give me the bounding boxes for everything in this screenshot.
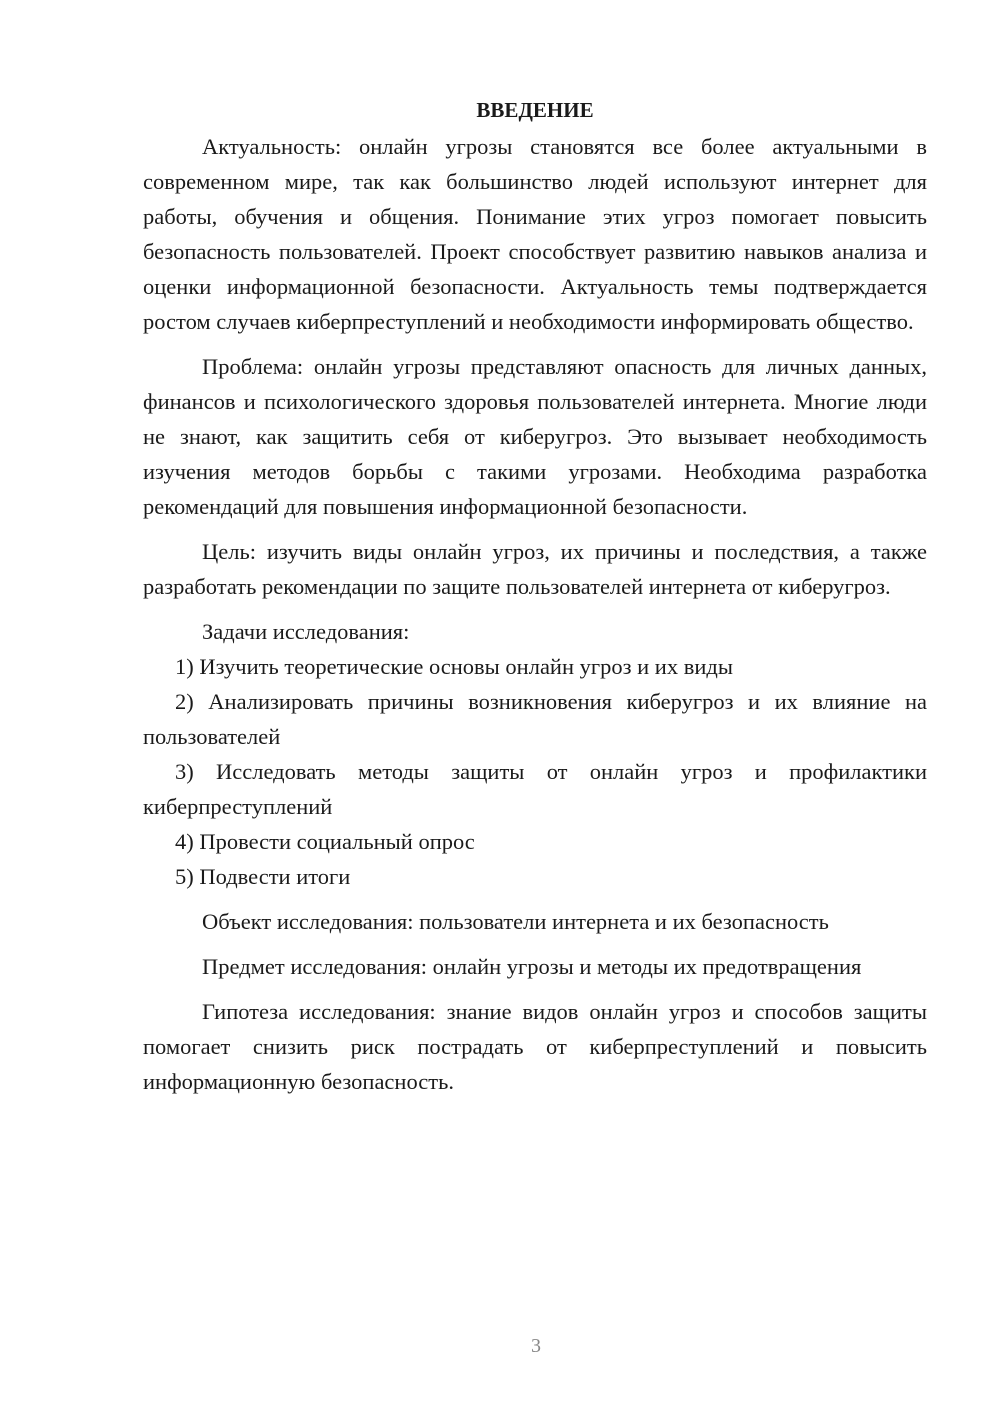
task-item-5: 5) Подвести итоги	[175, 864, 351, 889]
object-paragraph: Объект исследования: пользователи интернета и их безопасность	[202, 909, 829, 934]
hypothesis-paragraph: Гипотеза исследования: знание видов онлайн угроз и способов защиты помогает снизить риск пострадать от киберпреступлений и повысить информационную безопасность.	[143, 999, 927, 1094]
problem-paragraph: Проблема: онлайн угрозы представляют опасность для личных данных, финансов и психологического здоровья пользователей интернета. Многие люди не знают, как защитить себя от киберугроз. Это вызывает необходимость изучения методов борьбы с такими угрозами. Необходима разработка рекомендаций для повышения информационной безопасности.	[143, 354, 927, 519]
page-number: 3	[531, 1335, 541, 1357]
task-item-4: 4) Провести социальный опрос	[175, 829, 475, 854]
tasks-title: Задачи исследования:	[202, 619, 410, 644]
section-heading: ВВЕДЕНИЕ	[476, 98, 594, 122]
task-item-1: 1) Изучить теоретические основы онлайн угроз и их виды	[175, 654, 733, 679]
goal-paragraph: Цель: изучить виды онлайн угроз, их причины и последствия, а также разработать рекомендации по защите пользователей интернета от киберугроз.	[143, 539, 927, 599]
task-item-2: 2) Анализировать причины возникновения киберугроз и их влияние на пользователей	[143, 689, 927, 749]
task-item-3: 3) Исследовать методы защиты от онлайн угроз и профилактики киберпреступлений	[143, 759, 927, 819]
subject-paragraph: Предмет исследования: онлайн угрозы и методы их предотвращения	[202, 954, 862, 979]
relevance-paragraph: Актуальность: онлайн угрозы становятся все более актуальными в современном мире, так как большинство людей используют интернет для работы, обучения и общения. Понимание этих угроз помогает повысить безопасность пользователей. Проект способствует развитию навыков анализа и оценки информационной безопасности. Актуальность темы подтверждается ростом случаев киберпреступлений и необходимости информировать общество.	[143, 134, 927, 334]
page-content	[143, 93, 927, 1099]
